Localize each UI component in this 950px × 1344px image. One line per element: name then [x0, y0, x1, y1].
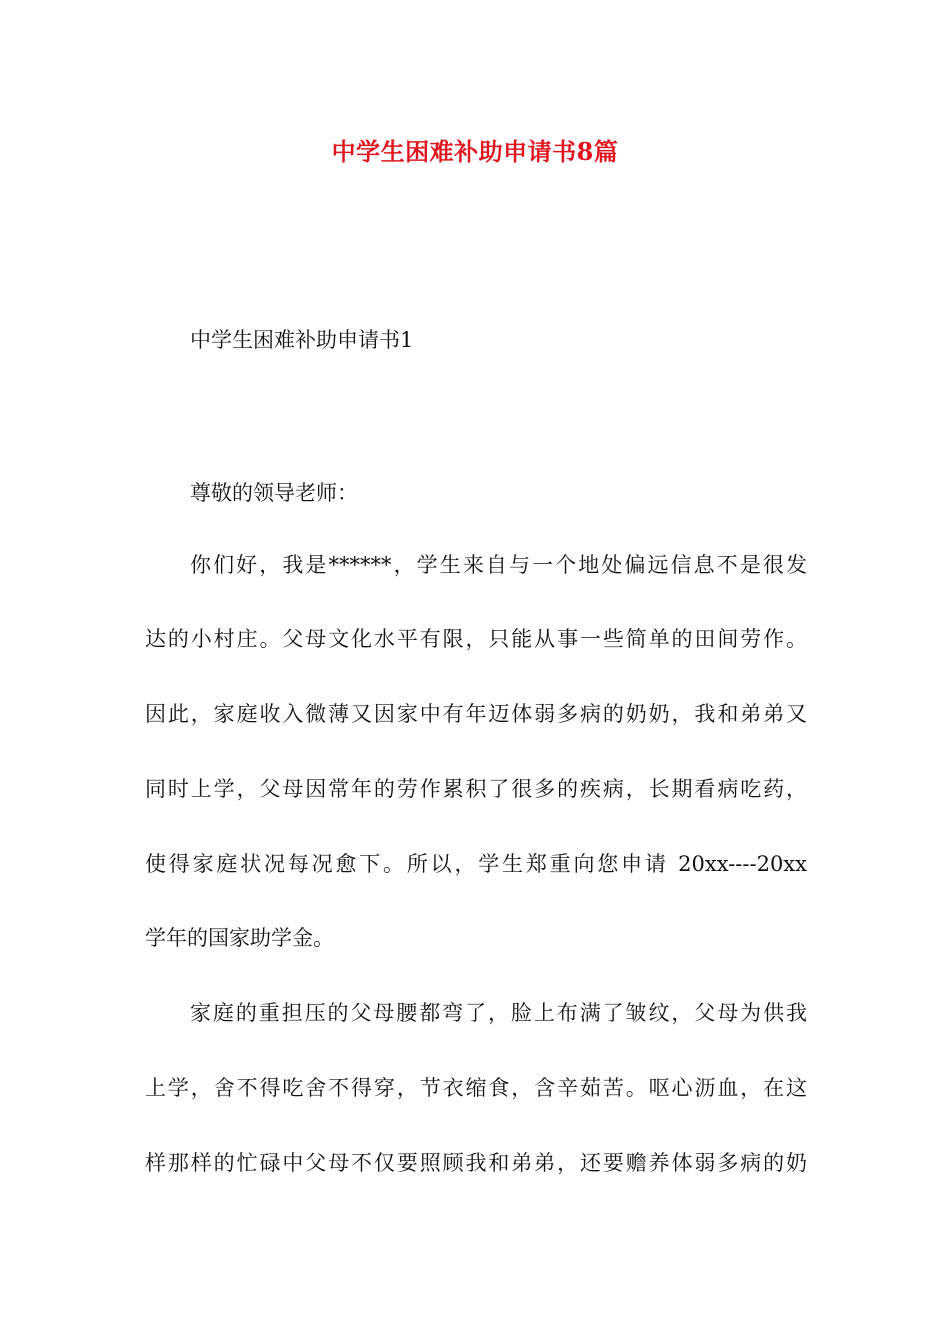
paragraph-1-line: 学年的国家助学金。 — [145, 926, 334, 950]
paragraph-1-line: 使得家庭状况每况愈下。所以，学生郑重向您申请 20xx----20xx — [145, 852, 807, 876]
paragraph-2-line: 样那样的忙碌中父母不仅要照顾我和弟弟，还要赡养体弱多病的奶 — [145, 1151, 807, 1175]
salutation: 尊敬的领导老师： — [190, 481, 358, 505]
section-heading: 中学生困难补助申请书1 — [190, 328, 414, 352]
document-title: 中学生困难补助申请书8篇 — [331, 137, 619, 166]
paragraph-1-line: 因此，家庭收入微薄又因家中有年迈体弱多病的奶奶，我和弟弟又 — [145, 702, 807, 726]
paragraph-1-line: 你们好，我是******，学生来自与一个地处偏远信息不是很发 — [190, 553, 807, 577]
paragraph-2-line: 家庭的重担压的父母腰都弯了，脸上布满了皱纹，父母为供我 — [190, 1001, 807, 1025]
paragraph-2-line: 上学，舍不得吃舍不得穿，节衣缩食，含辛茹苦。呕心沥血，在这 — [145, 1076, 807, 1100]
paragraph-1-line: 达的小村庄。父母文化水平有限，只能从事一些简单的田间劳作。 — [145, 627, 807, 651]
paragraph-1-line: 同时上学，父母因常年的劳作累积了很多的疾病，长期看病吃药， — [145, 777, 807, 801]
